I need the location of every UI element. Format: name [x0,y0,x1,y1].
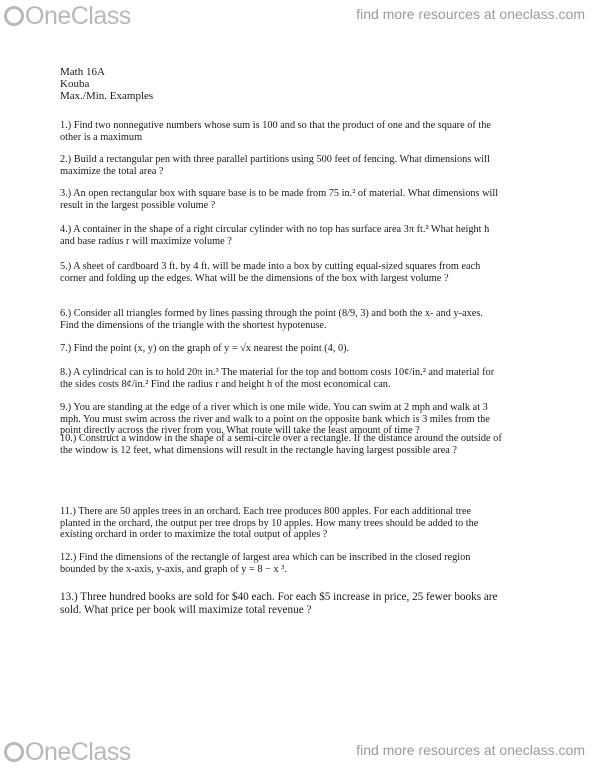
page-header [0,0,593,40]
problem-2: 2.) Build a rectangular pen with three parallel partitions using 500 feet of fencing. What dimensions will maximize the total area ? [60,154,490,177]
author-name: Kouba [60,78,90,90]
problem-10: 10.) Construct a window in the shape of a semi-circle over a rectangle. If the distance around the outside of the window is 12 feet, what dimensions will result in the rectangle having largest possible area ? [60,433,502,456]
problem-3: 3.) An open rectangular box with square base is to be made from 75 in.² of material. What dimensions will result in the largest possible volume ? [60,188,499,211]
oneclass-logo[interactable] [4,0,131,32]
problem-11: 11.) There are 50 apples trees in an orchard. Each tree produces 800 apples. For each additional tree planted in the orchard, the output per tree drops by 10 apples. How many trees should be added to the existing orchard in order to maximize the total output of apples ? [60,506,479,540]
logo-text: OneClass [25,1,131,30]
logo-text: OneClass [25,737,131,766]
document-title: Max./Min. Examples [60,90,154,102]
problem-7: 7.) Find the point (x, y) on the graph of y = √x nearest the point (4, 0). [60,343,350,354]
oneclass-logo-footer[interactable] [4,736,131,768]
course-name: Math 16A [60,66,105,78]
oneclass-circle-icon [4,6,24,26]
document-meta [60,66,153,102]
problem-5: 5.) A sheet of cardboard 3 ft. by 4 ft. will be made into a box by cutting equal-sized squares from each corner and folding up the edges. What will be the dimensions of the box with largest volume ? [60,261,481,284]
header-tagline[interactable]: find more resources at oneclass.com [356,6,585,22]
problem-4: 4.) A container in the shape of a right circular cylinder with no top has surface area 3π ft.² What height h and base radius r will maximize volume ? [60,224,490,247]
problem-12: 12.) Find the dimensions of the rectangle of largest area which can be inscribed in the closed region bounded by the x-axis, y-axis, and graph of y = 8 − x ³. [60,552,471,575]
problem-8: 8.) A cylindrical can is to hold 20π in.³ The material for the top and bottom costs 10¢/in.² and material for the sides costs 8¢/in.² Find the radius r and height h of the most economical can. [60,367,495,390]
footer-tagline[interactable]: find more resources at oneclass.com [356,742,585,758]
page-footer [0,734,593,770]
problem-13: 13.) Three hundred books are sold for $40 each. For each $5 increase in price, 25 fewer books are sold. What price per book will maximize total revenue ? [60,591,498,616]
problem-9: 9.) You are standing at the edge of a river which is one mile wide. You can swim at 2 mph and walk at 3 mph. You must swim across the river and walk to a point on the opposite bank which is 3 miles from the point directly across the river from you. What route will take the least amount of time ? [60,402,490,436]
problem-6: 6.) Consider all triangles formed by lines passing through the point (8/9, 3) and both the x- and y-axes. Find the dimensions of the triangle with the shortest hypotenuse. [60,308,483,331]
problem-1: 1.) Find two nonnegative numbers whose sum is 100 and so that the product of one and the square of the other is a maximum [60,120,491,143]
oneclass-circle-icon [4,742,24,762]
